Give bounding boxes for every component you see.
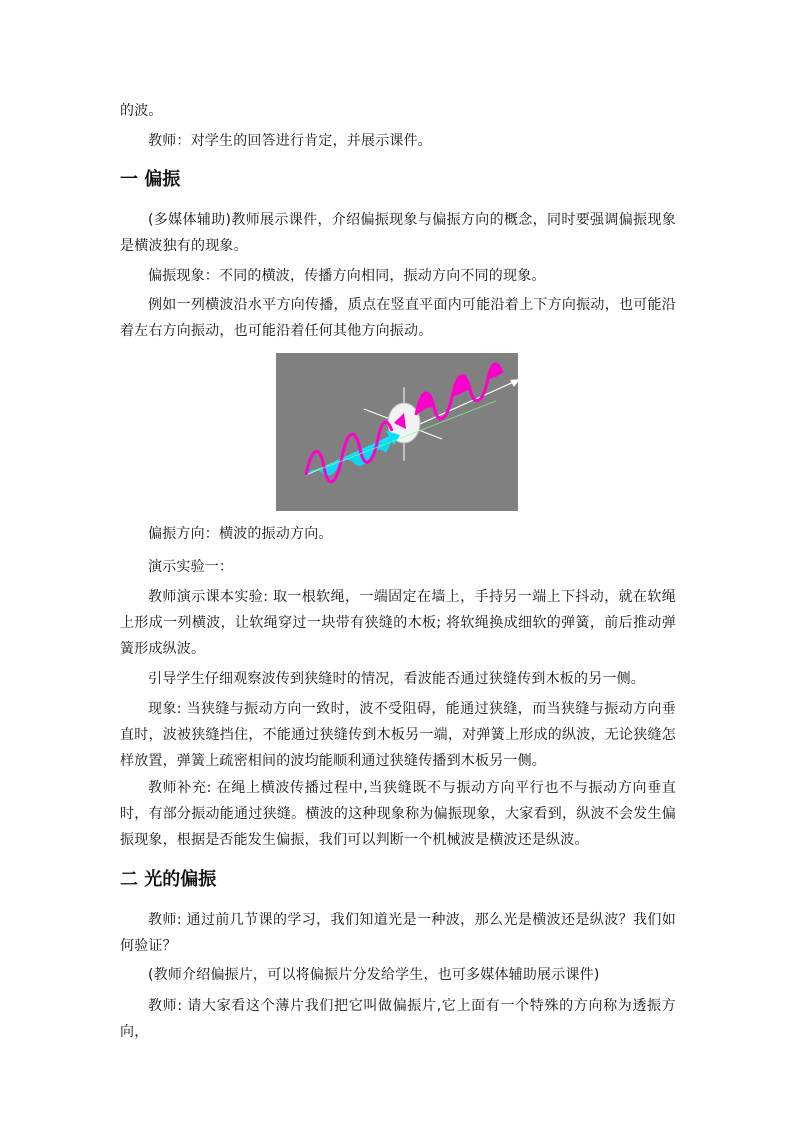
paragraph-teacher-question: 教师: 通过前几节课的学习，我们知道光是一种波，那么光是横波还是纵波？我们如何验证？: [120, 912, 676, 954]
paragraph-polarization-phenomenon: 偏振现象：不同的横波，传播方向相同，振动方向不同的现象。: [148, 268, 546, 284]
paragraph-teacher-demo: 教师演示课本实验: 取一根软绳，一端固定在墙上，手持另一端上下抖动，就在软绳上形成一列横波，让软绳穿过一块带有狭缝的木板; 将软绳换成细软的弹簧，前后推动弹簧形成纵波。: [120, 589, 676, 657]
section-heading-polarization: 一 偏振: [120, 169, 181, 190]
paragraph-teacher-supplement: 教师补充: 在绳上横波传播过程中,当狭缝既不与振动方向平行也不与振动方向垂直时，有部分振动能通过狭缝。横波的这种现象称为偏振现象，大家看到，纵波不会发生偏振现象，根据是否能发生偏振，我们可以判断一个机械波是横波还是纵波。: [120, 780, 676, 848]
paragraph-polarization-direction: 偏振方向：横波的振动方向。: [148, 526, 333, 542]
paragraph-continuation: 的波。: [120, 103, 163, 119]
paragraph-example: 例如一列横波沿水平方向传播，质点在竖直平面内可能沿着上下方向振动，也可能沿着左右方向振动，也可能沿着任何其他方向振动。: [120, 297, 676, 339]
paragraph-phenomenon: 现象: 当狭缝与振动方向一致时，波不受阻碍，能通过狭缝，而当狭缝与振动方向垂直时，波被狭缝挡住，不能通过狭缝传到木板另一端，对弹簧上形成的纵波，无论狭缝怎样放置，弹簧上疏密相间的波均能顺利通过狭缝传播到木板另一侧。: [120, 701, 676, 769]
vertical-wave-left: [306, 422, 392, 482]
paragraph-guide-students: 引导学生仔细观察波传到狭缝时的情况，看波能否通过狭缝传到木板的另一侧。: [148, 671, 645, 687]
polarization-wave-illustration: [276, 353, 518, 511]
paragraph-polarizer-intro: (教师介绍偏振片，可以将偏振片分发给学生，也可多媒体辅助展示课件): [148, 967, 600, 983]
paragraph-teacher-polarizer: 教师: 请大家看这个薄片我们把它叫做偏振片,它上面有一个特殊的方向称为透振方向，: [120, 998, 676, 1040]
section-heading-light-polarization: 二 光的偏振: [120, 869, 217, 890]
paragraph-experiment-one: 演示实验一：: [148, 559, 234, 575]
paragraph-multimedia-intro: (多媒体辅助)教师展示课件，介绍偏振现象与偏振方向的概念，同时要强调偏振现象是横波独有的现象。: [120, 212, 676, 254]
polarization-wave-figure: [276, 353, 518, 511]
paragraph-teacher-affirm: 教师：对学生的回答进行肯定，并展示课件。: [148, 133, 432, 149]
